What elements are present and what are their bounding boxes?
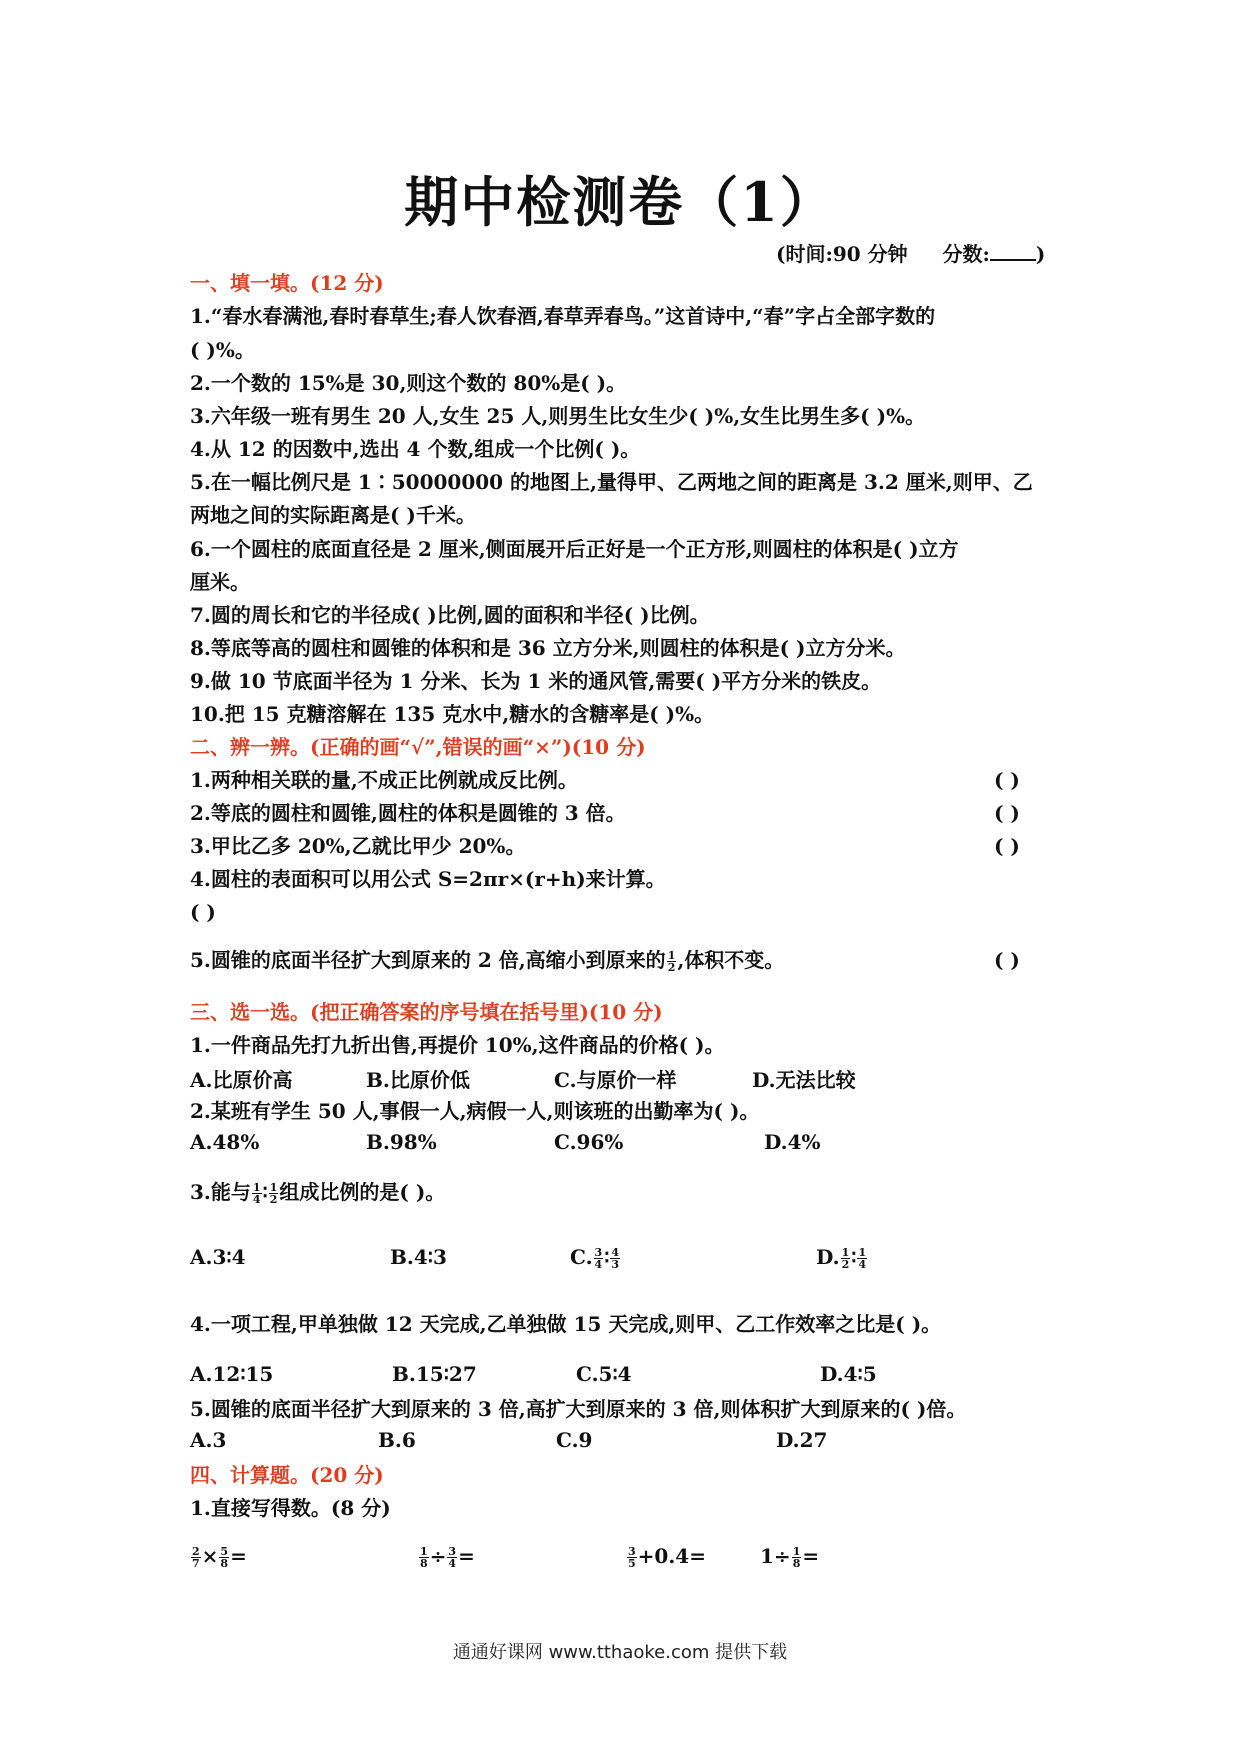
fraction-half: $\frac{1}{2}$ <box>269 1181 278 1206</box>
choose-q4: 4.一项工程,甲单独做 12 天完成,乙单独做 15 天完成,则甲、乙工作效率之比是( )。 <box>190 1312 942 1336</box>
fraction-4-3: $\frac{4}{3}$ <box>611 1246 620 1271</box>
choose-q1-opt-a: A.比原价高 <box>190 1068 293 1092</box>
choose-q3-opt-c: C. $\frac{3}{4}$ ∶ $\frac{4}{3}$ <box>570 1245 620 1271</box>
choose-q2-opt-a: A.48% <box>190 1130 260 1154</box>
fill-q3: 3.六年级一班有男生 20 人,女生 25 人,则男生比女生少( )%,女生比男生多( )%。 <box>190 404 926 428</box>
fraction-quarter: $\frac{1}{4}$ <box>858 1246 867 1271</box>
fill-q2: 2.一个数的 15%是 30,则这个数的 80%是( )。 <box>190 371 627 395</box>
choose-q5-opt-a: A.3 <box>190 1428 227 1452</box>
fraction-3-4: $\frac{3}{4}$ <box>594 1246 603 1271</box>
fill-q7: 7.圆的周长和它的半径成( )比例,圆的面积和半径( )比例。 <box>190 603 710 627</box>
page-title: 期中检测卷（1） <box>404 170 836 234</box>
fraction-3-4: $\frac{3}{4}$ <box>448 1545 457 1570</box>
time-label: (时间:90 分钟 <box>776 242 908 266</box>
section-judge-heading: 二、辨一辨。(正确的画“√”,错误的画“×”)(10 分) <box>190 735 646 759</box>
judge-q1: 1.两种相关联的量,不成正比例就成反比例。 <box>190 768 578 792</box>
meta-close: ) <box>1035 242 1046 266</box>
choose-q1-opt-c: C.与原价一样 <box>554 1068 677 1092</box>
fill-q9: 9.做 10 节底面半径为 1 分米、长为 1 米的通风管,需要( )平方分米的铁皮。 <box>190 669 882 693</box>
section-fill-heading: 一、填一填。(12 分) <box>190 271 384 295</box>
choose-q3-opt-a: A.3∶4 <box>190 1245 246 1269</box>
choose-q2-opt-d: D.4% <box>764 1130 821 1154</box>
choose-q1-opt-d: D.无法比较 <box>752 1068 856 1092</box>
judge-q2: 2.等底的圆柱和圆锥,圆柱的体积是圆锥的 3 倍。 <box>190 801 626 825</box>
calc-expr-2: $\frac{1}{8}$ ÷ $\frac{3}{4}$ = <box>420 1544 475 1570</box>
fill-q10: 10.把 15 克糖溶解在 135 克水中,糖水的含糖率是( )%。 <box>190 702 715 726</box>
fill-q5: 5.在一幅比例尺是 1∶50000000 的地图上,量得甲、乙两地之间的距离是 3.2 厘米,则甲、乙 <box>190 470 1033 494</box>
judge-q5-text: 5.圆锥的底面半径扩大到原来的 2 倍,高缩小到原来的 <box>190 948 666 972</box>
fill-q1-cont: ( )%。 <box>190 338 255 362</box>
calc-q1: 1.直接写得数。(8 分) <box>190 1496 391 1520</box>
fraction-half: $\frac{1}{2}$ <box>841 1246 850 1271</box>
choose-q5-opt-b: B.6 <box>378 1428 416 1452</box>
judge-q1-paren: ( ) <box>994 768 1020 792</box>
choose-q3-text-a: 3.能与 <box>190 1180 251 1204</box>
choose-q2-opt-b: B.98% <box>366 1130 437 1154</box>
fraction-1-8: $\frac{1}{8}$ <box>792 1545 801 1570</box>
choose-q3-opt-d: D. $\frac{1}{2}$ ∶ $\frac{1}{4}$ <box>816 1245 867 1271</box>
choose-q4-opt-c: C.5∶4 <box>576 1362 632 1386</box>
fraction-1-8: $\frac{1}{8}$ <box>420 1545 428 1570</box>
fraction-2-7: $\frac{2}{7}$ <box>192 1545 200 1570</box>
fill-q6: 6.一个圆柱的底面直径是 2 厘米,侧面展开后正好是一个正方形,则圆柱的体积是( )立方 <box>190 537 959 561</box>
choose-q2-opt-c: C.96% <box>554 1130 624 1154</box>
judge-q4-paren: ( ) <box>190 900 216 924</box>
calc-expr-1: $\frac{2}{7}$ × $\frac{5}{8}$ = <box>192 1544 247 1570</box>
choose-q3-colon: ∶ <box>262 1180 268 1204</box>
fill-q5-cont: 两地之间的实际距离是( )千米。 <box>190 503 476 527</box>
fraction-3-5: $\frac{3}{5}$ <box>628 1545 636 1570</box>
judge-q5-paren: ( ) <box>994 948 1020 972</box>
score-blank <box>990 241 1036 261</box>
choose-q5-opt-d: D.27 <box>776 1428 828 1452</box>
judge-q3: 3.甲比乙多 20%,乙就比甲少 20%。 <box>190 834 526 858</box>
judge-q3-paren: ( ) <box>994 834 1020 858</box>
judge-q2-paren: ( ) <box>994 801 1020 825</box>
score-label: 分数: <box>942 242 990 266</box>
choose-q4-opt-b: B.15∶27 <box>392 1362 477 1386</box>
choose-q3-text-c: 组成比例的是( )。 <box>279 1180 446 1204</box>
exam-meta <box>776 238 1045 267</box>
fill-q8: 8.等底等高的圆柱和圆锥的体积和是 36 立方分米,则圆柱的体积是( )立方分米。 <box>190 636 906 660</box>
calc-expr-3: $\frac{3}{5}$ +0.4= <box>628 1544 706 1570</box>
calc-expr-4: 1÷ $\frac{1}{8}$ = <box>760 1544 820 1570</box>
section-choose-heading: 三、选一选。(把正确答案的序号填在括号里)(10 分) <box>190 1000 663 1024</box>
fill-q1: 1.“春水春满池,春时春草生;春人饮春酒,春草弄春鸟。”这首诗中,“春”字占全部字数的 <box>190 304 936 328</box>
choose-q5-opt-c: C.9 <box>556 1428 593 1452</box>
choose-q1-opt-b: B.比原价低 <box>366 1068 470 1092</box>
judge-q4: 4.圆柱的表面积可以用公式 S=2πr×(r+h)来计算。 <box>190 867 666 891</box>
choose-q5: 5.圆锥的底面半径扩大到原来的 3 倍,高扩大到原来的 3 倍,则体积扩大到原来的( )倍。 <box>190 1397 967 1421</box>
choose-q2: 2.某班有学生 50 人,事假一人,病假一人,则该班的出勤率为( )。 <box>190 1099 760 1123</box>
judge-q5: 5.圆锥的底面半径扩大到原来的 2 倍,高缩小到原来的 $\frac{1}{2}$ ,体积不变。 <box>190 948 785 974</box>
fill-q4: 4.从 12 的因数中,选出 4 个数,组成一个比例( )。 <box>190 437 641 461</box>
fill-q6-cont: 厘米。 <box>190 570 250 594</box>
choose-q4-opt-a: A.12∶15 <box>190 1362 274 1386</box>
choose-q4-opt-d: D.4∶5 <box>820 1362 877 1386</box>
fraction-quarter: $\frac{1}{4}$ <box>252 1181 261 1206</box>
footer-watermark: 通通好课网 www.tthaoke.com 提供下载 <box>452 1642 788 1663</box>
judge-q5-text-end: 体积不变。 <box>684 948 785 972</box>
choose-q3 <box>190 1178 445 1206</box>
choose-q3-opt-b: B.4∶3 <box>390 1245 447 1269</box>
fraction-half: $\frac{1}{2}$ <box>667 949 676 974</box>
choose-q1: 1.一件商品先打九折出售,再提价 10%,这件商品的价格( )。 <box>190 1033 725 1057</box>
fraction-5-8: $\frac{5}{8}$ <box>220 1545 229 1570</box>
section-calc-heading: 四、计算题。(20 分) <box>190 1463 384 1487</box>
